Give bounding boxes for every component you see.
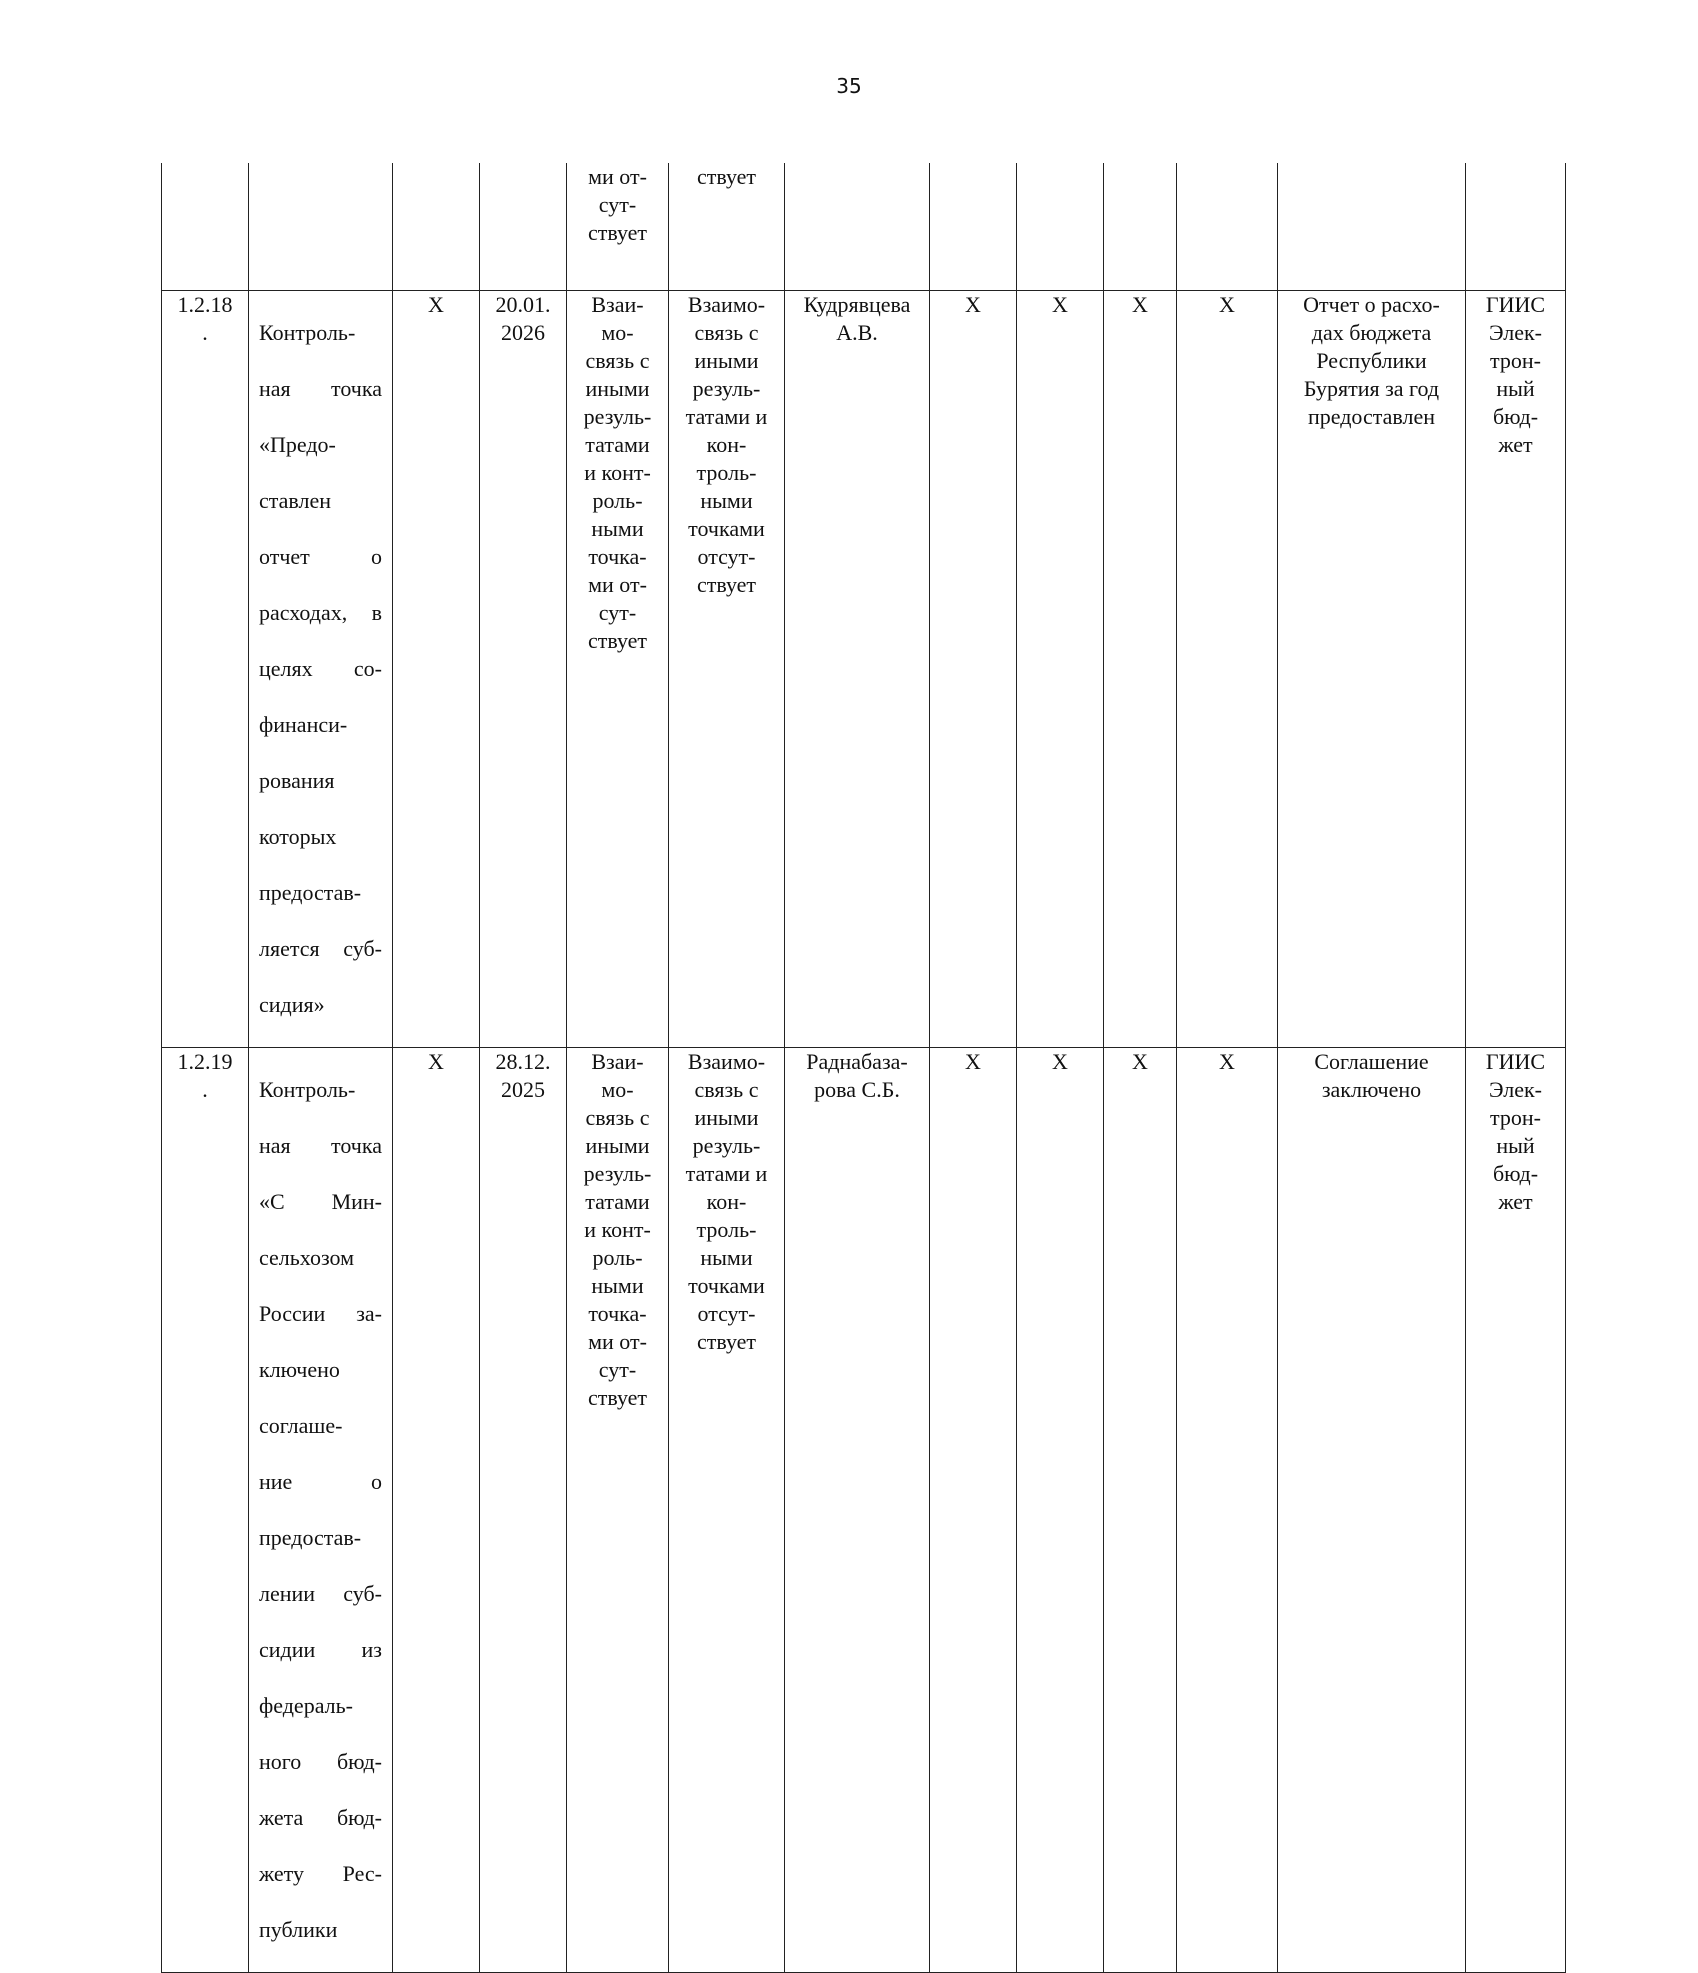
cell-col9 bbox=[1017, 163, 1104, 290]
cell-col9: Х bbox=[1017, 1047, 1104, 1972]
name-line: жета бюд- bbox=[259, 1804, 382, 1830]
cell-col11: Х bbox=[1177, 1047, 1278, 1972]
name-line: ставлен bbox=[259, 487, 332, 513]
name-line: ляется суб- bbox=[259, 935, 382, 961]
cell-date: 28.12. 2025 bbox=[480, 1047, 567, 1972]
cell-rel-points: ствует bbox=[669, 163, 785, 290]
name-line: «С Мин- bbox=[259, 1188, 382, 1214]
table-row-1-2-18 bbox=[162, 290, 1566, 1047]
continuation-row bbox=[162, 163, 1566, 290]
cell-date bbox=[480, 163, 567, 290]
cell-col3: Х bbox=[393, 290, 480, 1047]
name-line: соглаше- bbox=[259, 1412, 343, 1438]
cell-responsible: Раднабаза- рова С.Б. bbox=[785, 1047, 930, 1972]
cell-col11 bbox=[1177, 163, 1278, 290]
cell-date: 20.01. 2026 bbox=[480, 290, 567, 1047]
name-line: лении суб- bbox=[259, 1580, 382, 1606]
name-line: финанси- bbox=[259, 711, 348, 737]
cell-col3 bbox=[393, 163, 480, 290]
name-line: ние о bbox=[259, 1468, 382, 1494]
cell-system bbox=[1466, 163, 1566, 290]
cell-rel-points: Взаимо- связь с иными резуль- татами и кон- троль- ными точками отсут- ствует bbox=[669, 290, 785, 1047]
page-number: 35 bbox=[836, 74, 862, 98]
cell-result-doc: Соглашение заключено bbox=[1278, 1047, 1466, 1972]
cell-col8: Х bbox=[930, 290, 1017, 1047]
name-line: Контроль- bbox=[259, 319, 356, 345]
cell-col9: Х bbox=[1017, 290, 1104, 1047]
cell-col10 bbox=[1104, 163, 1177, 290]
name-line: ного бюд- bbox=[259, 1748, 382, 1774]
name-line: публики bbox=[259, 1916, 338, 1942]
cell-name bbox=[249, 163, 393, 290]
cell-num: 1.2.18 . bbox=[162, 290, 249, 1047]
cell-rel-results: Взаи- мо- связь с иными резуль- татами и конт- роль- ными точка- ми от- сут- ствует bbox=[567, 1047, 669, 1972]
cell-system: ГИИС Элек- трон- ный бюд- жет bbox=[1466, 290, 1566, 1047]
cell-rel-results: ми от- сут- ствует bbox=[567, 163, 669, 290]
cell-col8: Х bbox=[930, 1047, 1017, 1972]
cell-num bbox=[162, 163, 249, 290]
cell-name bbox=[249, 290, 393, 1047]
name-line: предостав- bbox=[259, 1524, 362, 1550]
name-line: сидия» bbox=[259, 991, 325, 1017]
name-line: России за- bbox=[259, 1300, 382, 1326]
name-line: сельхозом bbox=[259, 1244, 355, 1270]
cell-col3: Х bbox=[393, 1047, 480, 1972]
cell-result-doc: Отчет о расхо- дах бюджета Республики Бурятия за год предоставлен bbox=[1278, 290, 1466, 1047]
name-line: ная точка bbox=[259, 375, 382, 401]
cell-col11: Х bbox=[1177, 290, 1278, 1047]
name-line: рования bbox=[259, 767, 335, 793]
name-line: которых bbox=[259, 823, 337, 849]
name-line: федераль- bbox=[259, 1692, 353, 1718]
cell-rel-results: Взаи- мо- связь с иными резуль- татами и конт- роль- ными точка- ми от- сут- ствует bbox=[567, 290, 669, 1047]
name-line: жету Рес- bbox=[259, 1860, 382, 1886]
name-line: ключено bbox=[259, 1356, 340, 1382]
cell-num: 1.2.19 . bbox=[162, 1047, 249, 1972]
name-line: предостав- bbox=[259, 879, 362, 905]
name-line: «Предо- bbox=[259, 431, 336, 457]
name-line: расходах, в bbox=[259, 599, 382, 625]
cell-responsible: Кудрявцева А.В. bbox=[785, 290, 930, 1047]
table-row-1-2-19 bbox=[162, 1047, 1566, 1972]
control-points-table bbox=[161, 163, 1566, 1973]
cell-rel-points: Взаимо- связь с иными резуль- татами и кон- троль- ными точками отсут- ствует bbox=[669, 1047, 785, 1972]
cell-col8 bbox=[930, 163, 1017, 290]
name-line: отчет о bbox=[259, 543, 382, 569]
cell-col10: Х bbox=[1104, 1047, 1177, 1972]
cell-name bbox=[249, 1047, 393, 1972]
name-line: целях со- bbox=[259, 655, 382, 681]
cell-col10: Х bbox=[1104, 290, 1177, 1047]
name-line: Контроль- bbox=[259, 1076, 356, 1102]
name-line: ная точка bbox=[259, 1132, 382, 1158]
cell-result-doc bbox=[1278, 163, 1466, 290]
cell-system: ГИИС Элек- трон- ный бюд- жет bbox=[1466, 1047, 1566, 1972]
cell-responsible bbox=[785, 163, 930, 290]
name-line: сидии из bbox=[259, 1636, 382, 1662]
